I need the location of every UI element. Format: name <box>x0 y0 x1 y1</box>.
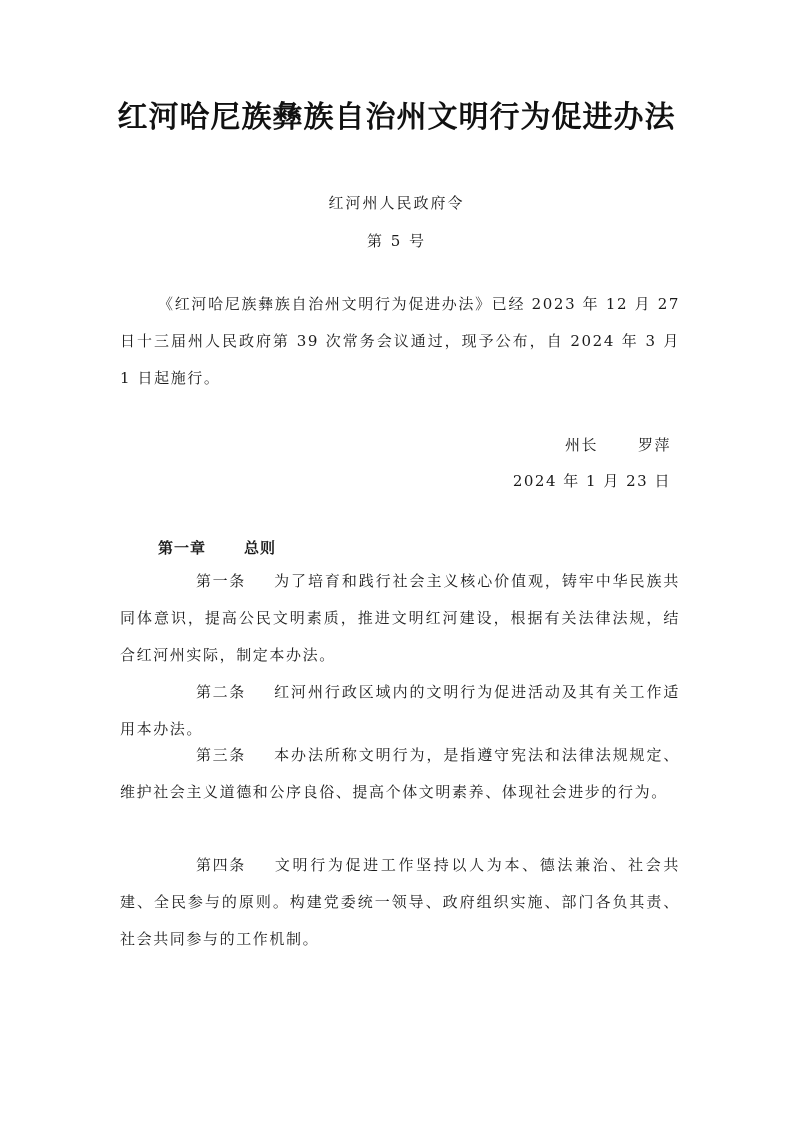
document-title: 红河哈尼族彝族自治州文明行为促进办法 <box>117 100 676 135</box>
article-text: 文明行为促进工作坚持以人为本、德法兼治、社会共建、全民参与的原则。构建党委统一领导、政府组织实施、部门各负其责、社会共同参与的工作机制。 <box>120 856 680 948</box>
article-paragraph <box>120 737 680 811</box>
chapter-heading <box>158 537 276 558</box>
order-number: 第 5 号 <box>366 232 427 250</box>
signature-line <box>565 434 671 455</box>
article-paragraph <box>120 847 680 958</box>
article-label: 第二条 <box>196 683 246 701</box>
article-text: 红河州行政区域内的文明行为促进活动及其有关工作适用本办法。 <box>120 683 680 738</box>
signatory-title: 州长 <box>564 436 598 454</box>
issue-date: 2024 年 1 月 23 日 <box>512 472 671 490</box>
preamble-paragraph: 《红河哈尼族彝族自治州文明行为促进办法》已经 2023 年 12 月 27 日十三届州人民政府第 39 次常务会议通过，现予公布，自 2024 年 3 月 1 日起施行。 <box>120 295 680 387</box>
article-label: 第四条 <box>196 856 246 874</box>
article-text: 为了培育和践行社会主义核心价值观，铸牢中华民族共同体意识，提高公民文明素质，推进文明红河建设，根据有关法律法规，结合红河州实际，制定本办法。 <box>120 572 680 664</box>
chapter-number: 第一章 <box>158 539 207 557</box>
article-text: 本办法所称文明行为，是指遵守宪法和法律法规规定、维护社会主义道德和公序良俗、提高个体文明素养、体现社会进步的行为。 <box>120 746 680 801</box>
article-label: 第三条 <box>196 746 246 764</box>
article-label: 第一条 <box>196 572 246 590</box>
chapter-name: 总则 <box>244 539 277 557</box>
issuer-line: 红河州人民政府令 <box>328 194 465 212</box>
signatory-name: 罗萍 <box>637 436 671 454</box>
article-paragraph <box>120 563 680 674</box>
